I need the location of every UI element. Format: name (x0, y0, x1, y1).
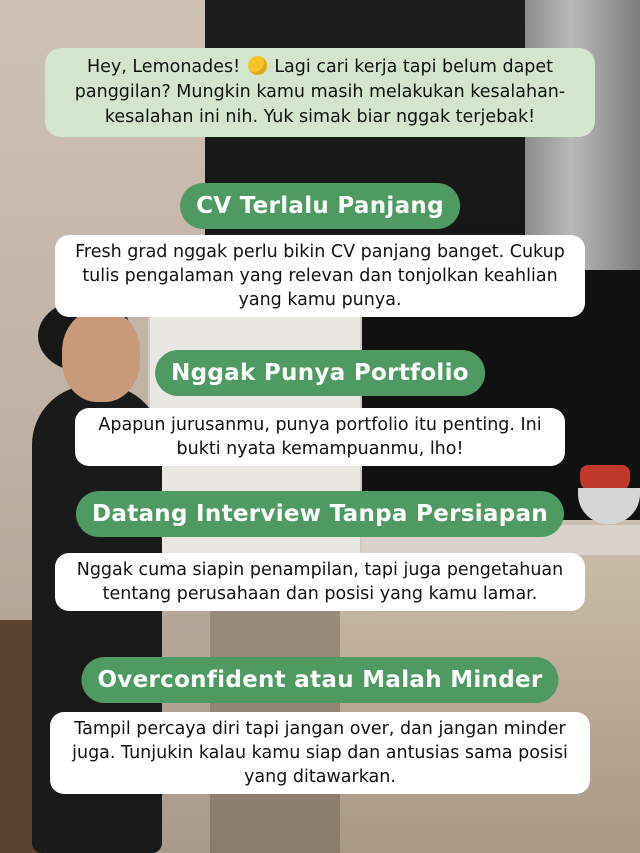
section-3-title: Datang Interview Tanpa Persiapan (76, 491, 564, 537)
intro-greeting: Hey, Lemonades! (86, 57, 241, 77)
presenter-head (62, 310, 140, 402)
section-1-title: CV Terlalu Panjang (180, 183, 460, 229)
lemon-icon (248, 56, 267, 75)
section-1-body: Fresh grad nggak perlu bikin CV panjang banget. Cukup tulis pengalaman yang relevan dan tonjolkan keahlian yang kamu punya. (55, 235, 585, 317)
section-4-title: Overconfident atau Malah Minder (81, 657, 558, 703)
intro-box (45, 48, 595, 137)
section-2-title: Nggak Punya Portfolio (155, 350, 485, 396)
section-3-body: Nggak cuma siapin penampilan, tapi juga pengetahuan tentang perusahaan dan posisi yang kamu lamar. (55, 553, 585, 611)
intro-text: Lagi cari kerja tapi belum dapet panggilan? Mungkin kamu masih melakukan kesalahan-kesalahan ini nih. Yuk simak biar nggak terjebak! (74, 57, 566, 127)
section-4-body: Tampil percaya diri tapi jangan over, dan jangan minder juga. Tunjukin kalau kamu siap dan antusias sama posisi yang ditawarkan. (50, 712, 590, 794)
section-2-body: Apapun jurusanmu, punya portfolio itu penting. Ini bukti nyata kemampuanmu, lho! (75, 408, 565, 466)
